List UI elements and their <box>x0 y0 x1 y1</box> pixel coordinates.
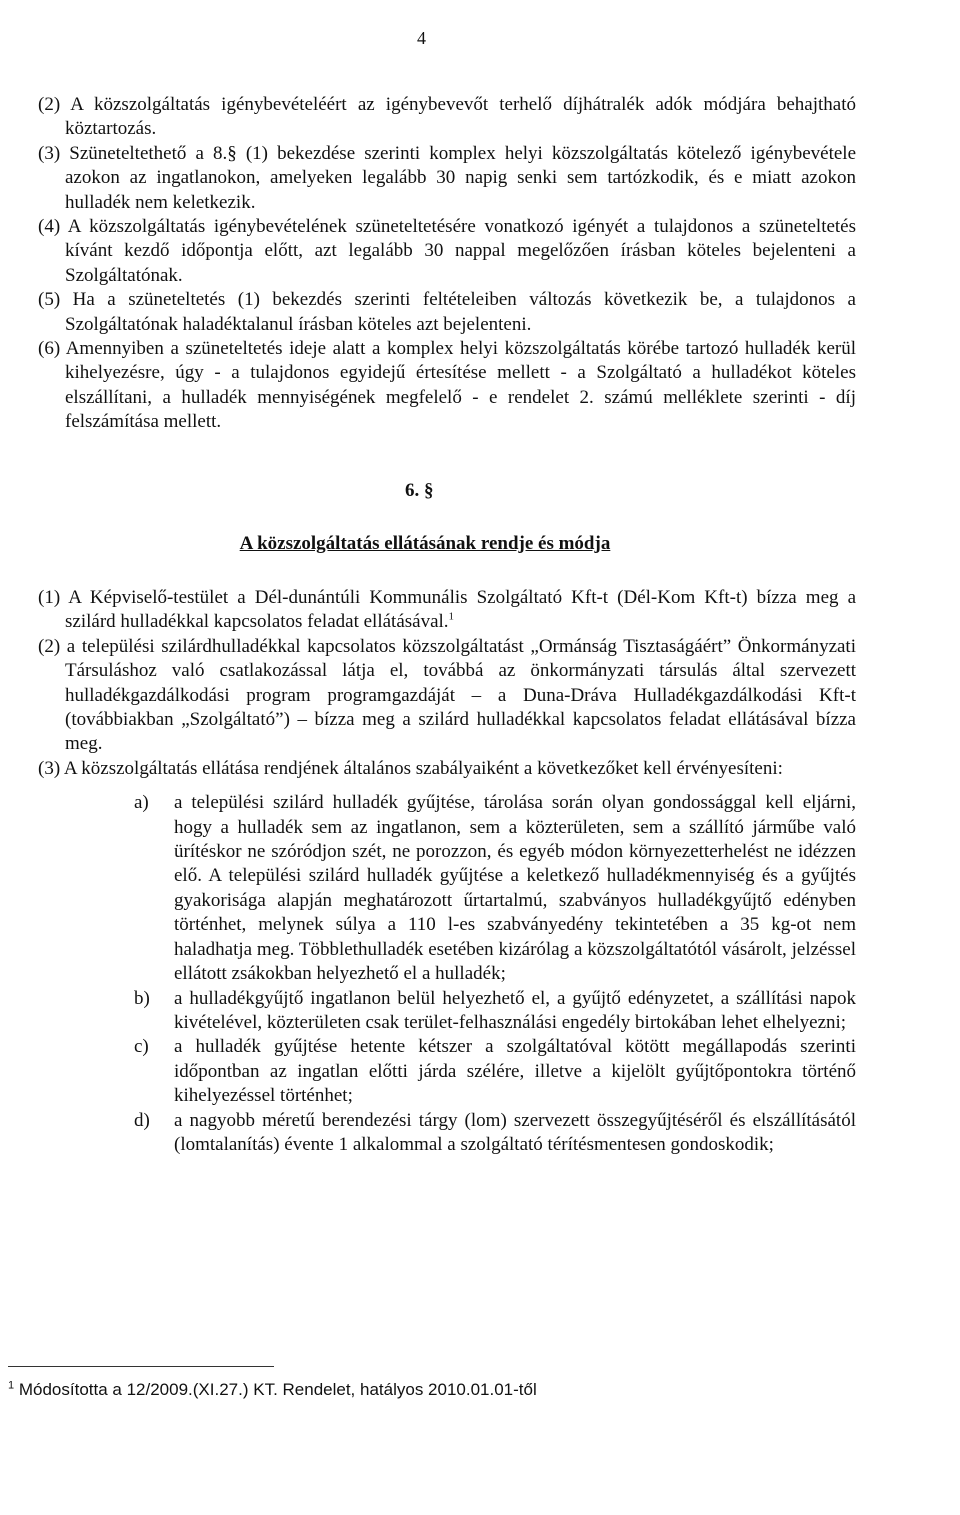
paragraph-number: (3) <box>38 757 61 779</box>
paragraph-number: (5) <box>38 289 61 311</box>
section-paragraph-1 <box>38 586 856 635</box>
paragraph-text: A közszolgáltatás ellátása rendjének általános szabályaiként a következőket kell érvényesíteni: <box>63 757 783 779</box>
section-paragraph-3 <box>38 757 856 781</box>
paragraph-4 <box>38 215 856 288</box>
section-number: 6. § <box>405 480 434 501</box>
paragraph-6 <box>38 337 856 435</box>
footnote-text: Módosította a 12/2009.(XI.27.) KT. Rendelet, hatályos 2010.01.01-től <box>18 1380 537 1399</box>
paragraph-number: (2) <box>38 635 61 657</box>
list-item-text: a hulladékgyűjtő ingatlanon belül helyezhető el, a gyűjtő edényzetet, a szállítási napok kivételével, közterületen csak terület-felhasználási engedély birtokában lehet elhelyezni; <box>174 987 856 1033</box>
list-item-b <box>38 987 856 1036</box>
spacer <box>38 781 856 791</box>
list-item-text: a nagyobb méretű berendezési tárgy (lom) szervezett összegyűjtéséről és elszállításától (lomtalanítás) évente 1 alkalommal a szolgáltató térítésmentesen gondoskodik; <box>174 1109 856 1155</box>
paragraph-2 <box>38 93 856 142</box>
paragraph-text: Ha a szüneteltetés (1) bekezdés szerinti feltételeiben változás következik be, a tulajdonos a Szolgáltatónak haladéktalanul írásban köteles azt bejelenteni. <box>65 289 856 335</box>
list-item-label: b) <box>134 987 150 1009</box>
list-item-text: a települési szilárd hulladék gyűjtése, tárolása során olyan gondossággal kell eljárni, hogy a hulladék sem az ingatlanon, sem a közterületen, sem a szállító járműbe való ürítéskor ne szóródjon szét, ne porozzon, és egyéb módon környezetterhelést ne idézzen elő. A települési szilárd hulladék gyűjtése a keletkező hulladékmennyiség és a gyűjtés gyakorisága alapján meghatározott űrtartalmú, szabványos hulladékgyűjtő edényben történhet, melynek súlya a 110 l-es szabványedény tekintetében a 35 kg-ot nem haladhatja meg. Többlethulladék esetében kizárólag a közszolgáltatótól vásárolt, jelzéssel ellátott zsákokban helyezhető el a hulladék; <box>174 792 856 985</box>
paragraph-text: A Képviselő-testület a Dél-dunántúli Kommunális Szolgáltató Kft-t (Dél-Kom Kft-t) bízza meg a szilárd hulladékkal kapcsolatos feladat ellátásával. <box>65 587 857 633</box>
list-item-d <box>38 1109 856 1158</box>
list-item-label: c) <box>134 1036 149 1058</box>
page-number: 4 <box>417 28 426 48</box>
footnote <box>8 1380 537 1400</box>
section-paragraph-2 <box>38 635 856 757</box>
section-title: A közszolgáltatás ellátásának rendje és módja <box>239 533 611 554</box>
paragraph-3 <box>38 142 856 215</box>
paragraph-text: A közszolgáltatás igénybevételéért az igénybevevőt terhelő díjhátralék adók módjára behajtható köztartozás. <box>65 94 856 140</box>
paragraph-text: Amennyiben a szüneteltetés ideje alatt a komplex helyi közszolgáltatás körébe tartozó hulladék kerül kihelyezésre, úgy - a tulajdonos egyidejű értesítése mellett - a Szolgáltató a hulladékot köteles elszállítani, a hulladék mennyiségének megfelelő - e rendelet 2. számú melléklete szerinti - díj felszámítása mellett. <box>65 338 856 433</box>
footnote-divider <box>8 1366 274 1367</box>
footnote-reference[interactable]: 1 <box>448 611 455 624</box>
list-item-label: d) <box>134 1109 150 1131</box>
list-item-text: a hulladék gyűjtése hetente kétszer a szolgáltatóval kötött megállapodás szerinti időpontban az ingatlan előtti járda szélére, illetve a kijelölt gyűjtőpontokra történő kihelyezéssel történhet; <box>174 1036 856 1107</box>
paragraph-text: a települési szilárdhulladékkal kapcsolatos közszolgáltatást „Ormánság Tisztaságáért” Önkormányzati Társuláshoz való csatlakozással látja el, továbbá az önkormányzati társulás által szervezett hulladékgazdálkodási program programgazdáját – a Duna-Dráva Hulladékgazdálkodási Kft-t (továbbiakban „Szolgáltató”) – bízza meg a szilárd hulladékkal kapcsolatos feladat ellátásával bízza meg. <box>65 635 856 755</box>
paragraph-number: (3) <box>38 142 61 164</box>
top-paragraphs <box>38 93 856 435</box>
paragraph-number: (2) <box>38 94 61 115</box>
list-item-c <box>38 1035 856 1108</box>
section-paragraphs <box>38 586 856 1157</box>
paragraph-number: (1) <box>38 587 61 608</box>
paragraph-5 <box>38 288 856 337</box>
paragraph-text: Szüneteltethető a 8.§ (1) bekezdése szerinti komplex helyi közszolgáltatás kötelező igénybevétele azokon az ingatlanokon, amelyeken legalább 30 napig senki sem tartózkodik, és e miatt azokon hulladék nem keletkezik. <box>65 142 857 213</box>
list-item-label: a) <box>134 792 149 814</box>
paragraph-number: (6) <box>38 338 61 360</box>
footnote-mark: 1 <box>8 1379 15 1392</box>
paragraph-text: A közszolgáltatás igénybevételének szüneteltetésére vonatkozó igényét a tulajdonos a szüneteltetés kívánt kezdő időpontja előtt, azt legalább 30 nappal megelőzően írásban köteles bejelenteni a Szolgáltatónak. <box>65 216 857 286</box>
paragraph-number: (4) <box>38 216 61 238</box>
list-item-a <box>38 791 856 986</box>
